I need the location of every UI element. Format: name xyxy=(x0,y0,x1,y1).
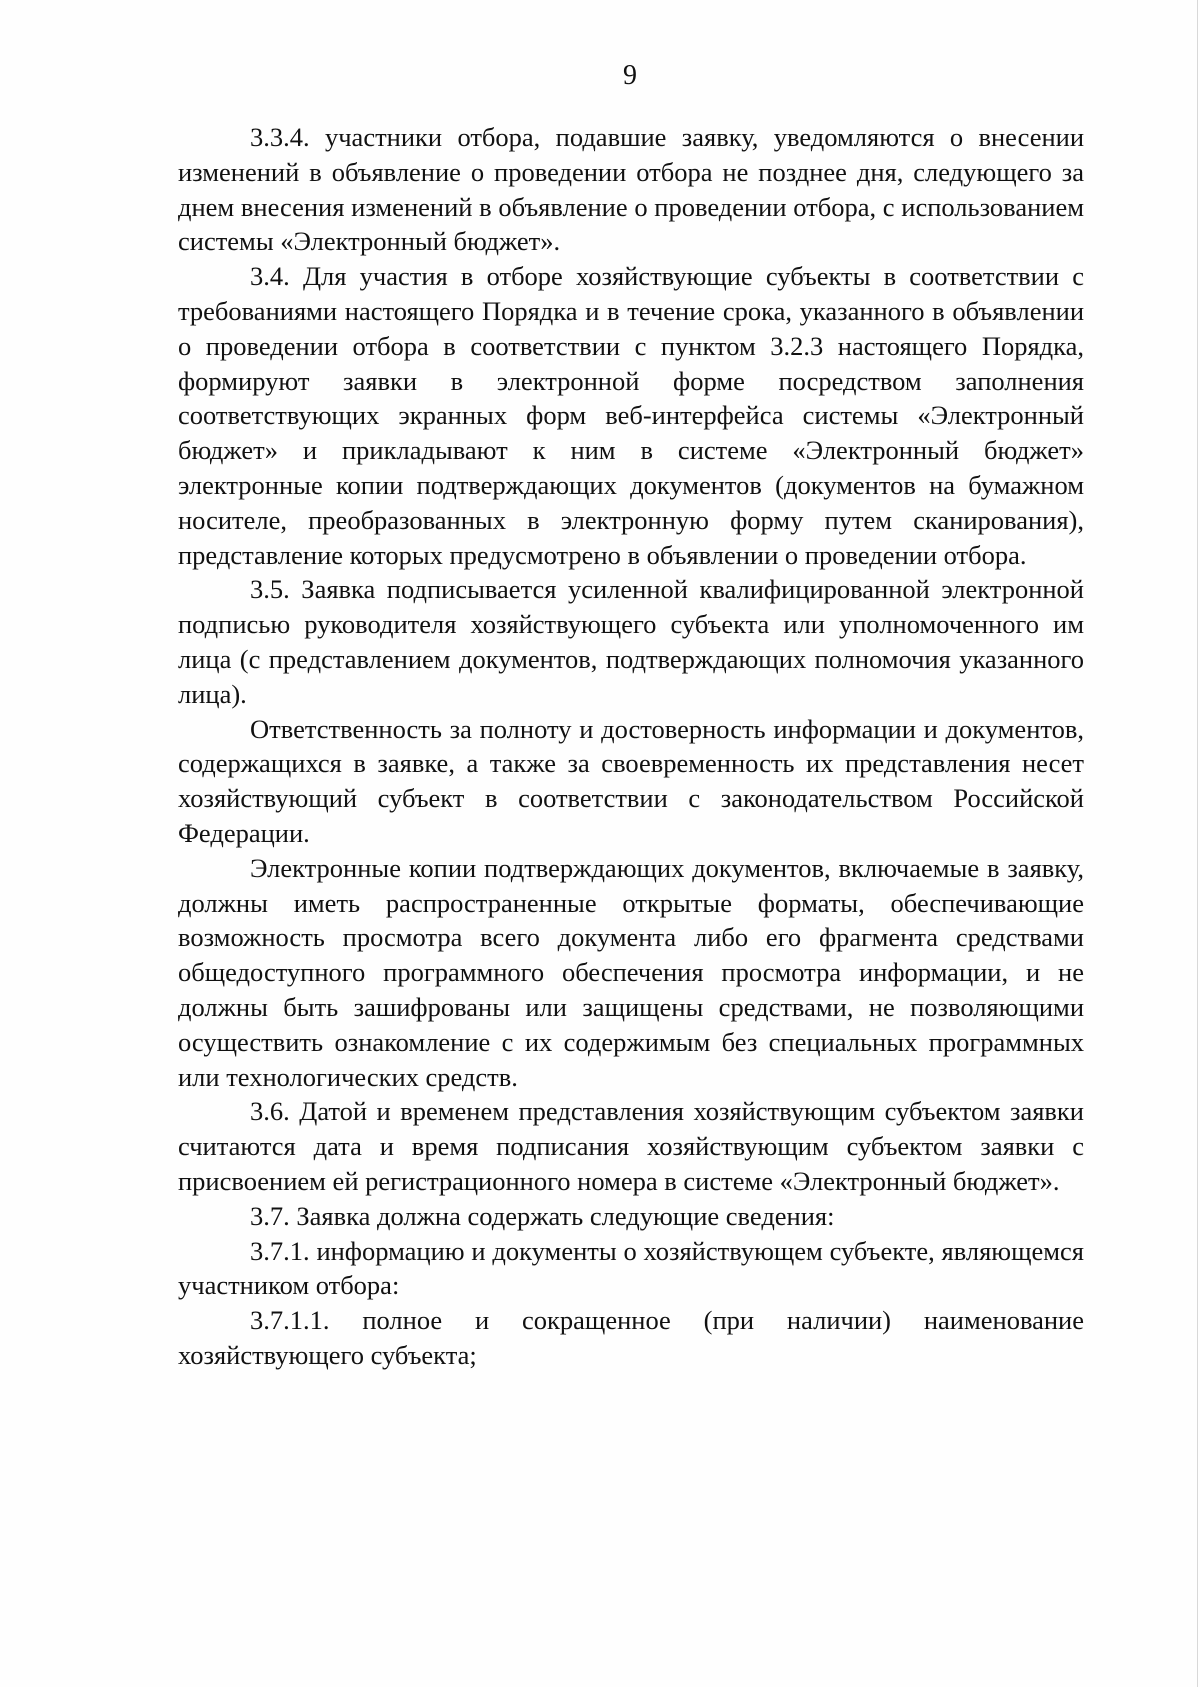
page-number: 9 xyxy=(623,60,637,91)
page-edge-line xyxy=(1197,0,1198,1687)
paragraph-3-4: 3.4. Для участия в отборе хозяйствующие субъекты в соответствии с требованиями настоящего Порядка и в течение срока, указанного в объявлении о проведении отбора в соответствии с пунктом 3.2.3 настоящего Порядка, формируют заявки в электронной форме посредством заполнения соответствующих экранных форм веб-интерфейса системы «Электронный бюджет» и прикладывают к ним в системе «Электронный бюджет» электронные копии подтверждающих документов (документов на бумажном носителе, преобразованных в электронную форму путем сканирования), представление которых предусмотрено в объявлении о проведении отбора. xyxy=(178,261,1084,570)
paragraph-electronic-copies: Электронные копии подтверждающих документов, включаемые в заявку, должны иметь распространенные открытые форматы, обеспечивающие возможность просмотра всего документа либо его фрагмента средствами общедоступного программного обеспечения просмотра информации, и не должны быть зашифрованы или защищены средствами, не позволяющими осуществить ознакомление с их содержимым без специальных программных или технологических средств. xyxy=(178,852,1084,1092)
paragraph-3-7: 3.7. Заявка должна содержать следующие сведения: xyxy=(250,1200,835,1231)
paragraph-3-5: 3.5. Заявка подписывается усиленной квалифицированной электронной подписью руководителя хозяйствующего субъекта или уполномоченного им лица (с представлением документов, подтверждающих полномочия указанного лица). xyxy=(178,574,1084,709)
paragraph-responsibility: Ответственность за полноту и достоверность информации и документов, содержащихся в заявке, а также за своевременность их представления несет хозяйствующий субъект в соответствии с законодательством Российской Федерации. xyxy=(178,713,1084,848)
paragraph-3-7-1: 3.7.1. информацию и документы о хозяйствующем субъекте, являющемся участником отбора: xyxy=(178,1235,1084,1301)
document-body xyxy=(178,120,1084,1373)
paragraph-3-7-1-1: 3.7.1.1. полное и сокращенное (при наличии) наименование хозяйствующего субъекта; xyxy=(178,1305,1084,1370)
paragraph-3-3-4: 3.3.4. участники отбора, подавшие заявку, уведомляются о внесении изменений в объявление о проведении отбора не позднее дня, следующего за днем внесения изменений в объявление о проведении отбора, с использованием системы «Электронный бюджет». xyxy=(178,122,1084,257)
paragraph-3-6: 3.6. Датой и временем представления хозяйствующим субъектом заявки считаются дата и время подписания хозяйствующим субъектом заявки с присвоением ей регистрационного номера в системе «Электронный бюджет». xyxy=(178,1096,1084,1196)
